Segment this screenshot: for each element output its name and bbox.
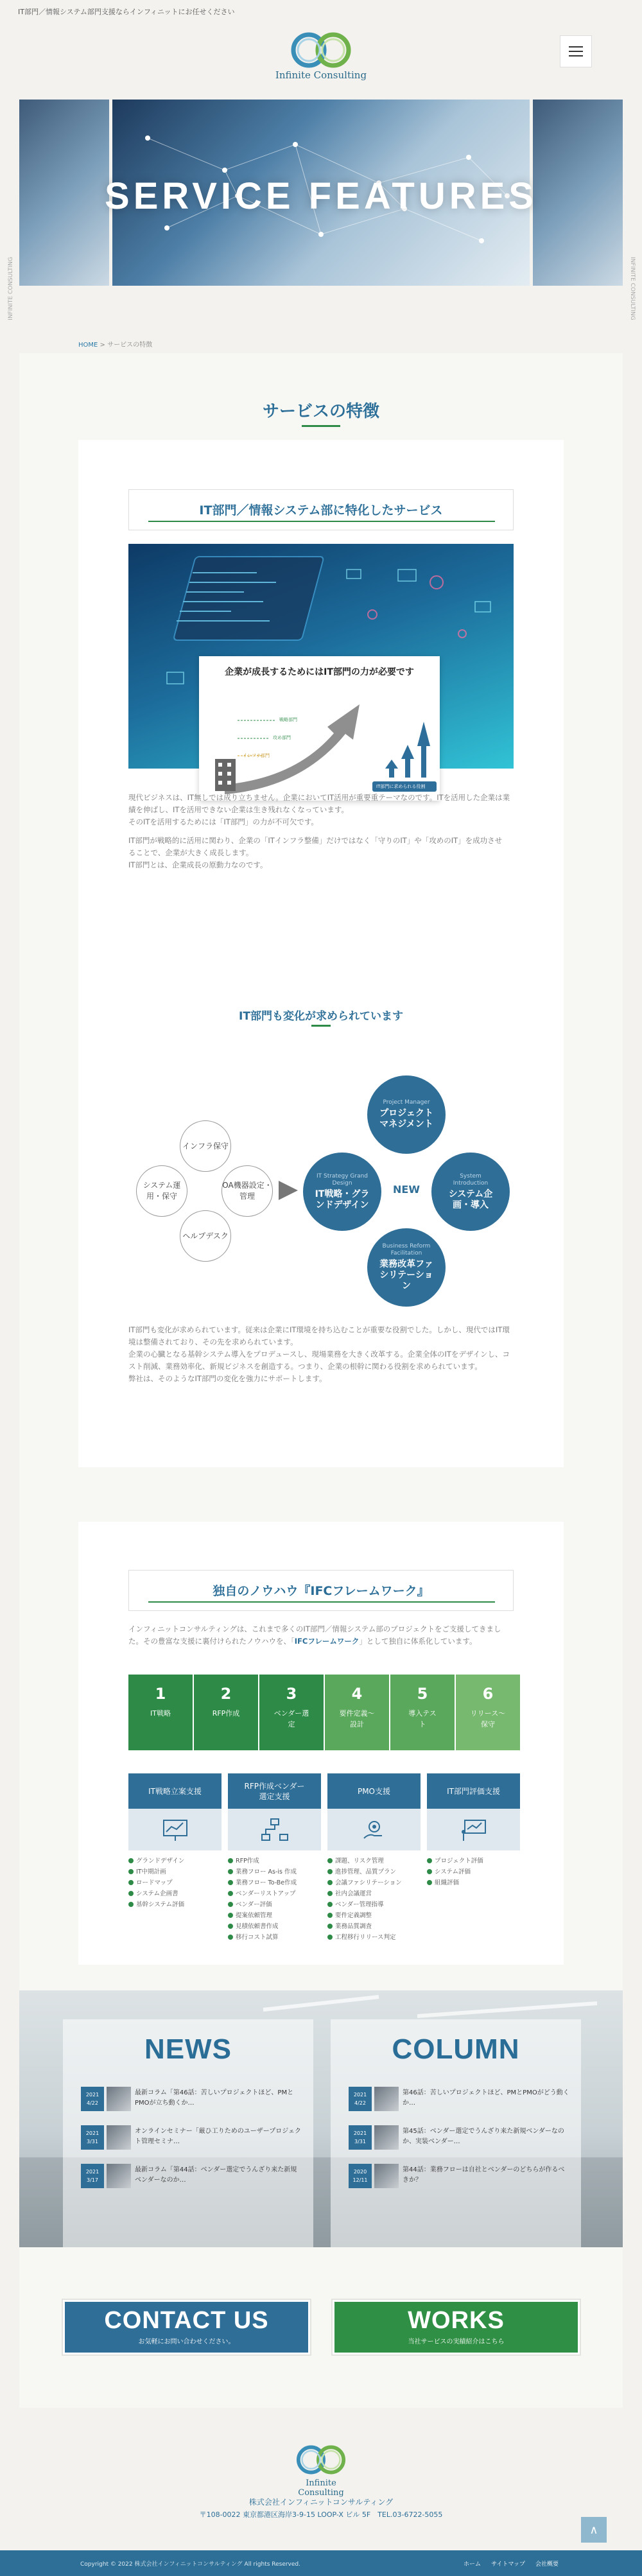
news-panel (63, 2019, 313, 2247)
role-en: System Introduction (453, 1172, 489, 1187)
footer-links (464, 2559, 559, 2568)
list-item: RFP作成 (228, 1856, 321, 1867)
ifc-step (194, 1675, 258, 1750)
news-item[interactable] (81, 2087, 302, 2116)
illustration-title: 企業が成長するためにはIT部門の力が必要です (225, 667, 414, 677)
page-top-button[interactable]: ∧ (581, 2517, 607, 2543)
growth-chart-card (199, 656, 440, 801)
works-button[interactable] (333, 2300, 580, 2354)
role-jp: 業務改革ファシリテーション (379, 1259, 433, 1291)
column-title: PMO支援 (327, 1773, 421, 1809)
list-item: ロードマップ (128, 1877, 221, 1888)
block1-title: IT部門／情報システム部に特化したサービス (199, 503, 443, 518)
ifc-step (325, 1675, 389, 1750)
column-list (128, 1856, 221, 1910)
hamburger-menu-button[interactable] (560, 35, 592, 67)
hero-banner (19, 100, 623, 286)
column-title: IT戦略立案支援 (128, 1773, 221, 1809)
block1-paragraph-2 (128, 835, 514, 871)
step-label: 導入テスト (408, 1709, 437, 1728)
step-number: 6 (482, 1685, 494, 1703)
old-role-system: システム運用・保守 (136, 1165, 187, 1217)
step-label: リリース〜保守 (470, 1709, 506, 1728)
step-label: ベンダー選定 (273, 1709, 309, 1728)
service-column-rfp (228, 1773, 321, 1940)
service-column-strategy (128, 1773, 221, 1940)
list-item: システム評価 (427, 1867, 520, 1877)
column-text: 第44話：業務フローは自社とベンダーのどちらが作るべきか？ (403, 2166, 565, 2184)
news-text: 最新コラム「第44話：ベンダー選定でうんざり来た新規ベンダーなのか… (135, 2166, 297, 2184)
step-label: RFP作成 (212, 1709, 240, 1718)
copyright: Copyright © 2022 株式会社インフィニットコンサルティング All rights Reserved. (80, 2561, 300, 2568)
it-department-illustration (128, 544, 514, 789)
gear-hand-icon (327, 1809, 421, 1850)
illustration-label-offense: 攻め部門 (273, 735, 291, 740)
growth-arrow-icon (199, 656, 440, 801)
breadcrumb-separator: > (100, 342, 105, 349)
hero-title: SERVICE FEATURES (105, 175, 537, 217)
illustration-label-role: IT部門に求められる役割 (376, 784, 426, 789)
title-underline (302, 425, 340, 427)
role-en: IT Strategy Grand Design (316, 1172, 369, 1187)
list-item: グランドデザイン (128, 1856, 221, 1867)
column-title: IT部門評価支援 (427, 1773, 520, 1809)
block1-paragraph-1 (128, 792, 514, 828)
ifc-step (128, 1675, 193, 1750)
old-role-infra: インフラ保守 (180, 1120, 231, 1172)
role-change-diagram (128, 1069, 514, 1307)
news-column-area (19, 1990, 623, 2247)
block2-paragraph (128, 1324, 514, 1385)
side-label-left: INFINITE CONSULTING (8, 257, 14, 320)
old-role-oa: OA機器設定・管理 (221, 1165, 273, 1217)
new-role-reform (367, 1228, 446, 1307)
list-item: 業務フロー To-Be作成 (228, 1877, 321, 1888)
list-item: 進捗管理、品質プラン (327, 1867, 421, 1877)
para-line: 弊社は、そのようなIT部門の変化を強力にサポートします。 (128, 1374, 327, 1383)
para-highlight: IFCフレームワーク (294, 1637, 360, 1646)
para-line: 績を伸ばし、ITを活用できない企業は生き残れなくなっています。 (128, 805, 349, 814)
ifc-service-columns (128, 1773, 520, 1940)
new-role-strategy (303, 1153, 381, 1231)
infinity-logo-icon (286, 32, 356, 68)
list-item: 見積依頼書作成 (228, 1921, 321, 1932)
step-label: IT戦略 (150, 1709, 171, 1718)
para-line: 現代ビジネスは、IT無しでは成り立ちません。企業においてIT活用が重要重テーマなのです。ITを活用した企業は業 (128, 793, 510, 802)
title-underline (148, 521, 495, 522)
role-en: Business Reform Facilitation (382, 1243, 431, 1257)
list-item: 会議ファシリテーション (327, 1877, 421, 1888)
step-label: 要件定義〜設計 (339, 1709, 375, 1728)
header (0, 0, 642, 22)
ifc-step (390, 1675, 455, 1750)
para-line: IT部門とは、企業成長の原動力なのです。 (128, 860, 268, 869)
para-text: た。その豊富な支援に裏付けられたノウハウを、「 (128, 1637, 295, 1646)
step-number: 5 (417, 1685, 428, 1703)
news-date: 2021 3/31 (81, 2125, 104, 2150)
list-item: 提案依頼管理 (228, 1910, 321, 1921)
ifc-title: 独自のノウハウ『IFCフレームワーク』 (213, 1584, 429, 1598)
list-item: 移行コスト試算 (228, 1932, 321, 1943)
list-item: システム企画書 (128, 1888, 221, 1899)
new-label: NEW (393, 1183, 420, 1196)
site-logo[interactable] (270, 32, 372, 90)
para-line: IT部門が戦略的に活用に関わり、企業の「ITインフラ整備」だけではなく「守りのIT」や「攻めのIT」を成功させ (128, 836, 503, 845)
news-item[interactable] (81, 2125, 302, 2154)
breadcrumb-current: サービスの特徴 (107, 342, 153, 349)
ifc-paragraph (128, 1623, 514, 1648)
list-item: 業務フロー As-is 作成 (228, 1867, 321, 1877)
news-date: 2021 4/22 (81, 2087, 104, 2111)
menu-line-icon (569, 55, 583, 57)
list-item: 基幹システム評価 (128, 1899, 221, 1910)
header-tagline: IT部門／情報システム部門支援ならインフィニットにお任せください (18, 8, 235, 16)
title-underline (148, 1601, 495, 1603)
column-date: 2020 12/11 (349, 2164, 372, 2188)
list-item: 社内会議運営 (327, 1888, 421, 1899)
ifc-title-box (128, 1570, 514, 1611)
block2-title: IT部門も変化が求められています (239, 1010, 403, 1023)
role-jp: システム企画・導入 (448, 1188, 493, 1210)
column-date: 2021 4/22 (349, 2087, 372, 2111)
ifc-steps (128, 1675, 520, 1750)
works-sub: 当社サービスの実績紹介はこちら (408, 2338, 505, 2345)
news-text: オンラインセミナー「厳ひ工りためのユーザープロジェクト管理セミナ… (135, 2128, 301, 2145)
service-column-evaluation (427, 1773, 520, 1940)
list-item: 課題、リスク管理 (327, 1856, 421, 1867)
ifc-step (456, 1675, 520, 1750)
footer-bar (0, 2550, 642, 2576)
column-list (327, 1856, 421, 1943)
column-item[interactable] (349, 2087, 570, 2116)
list-item: ベンダーリストアップ (228, 1888, 321, 1899)
column-thumbnail (374, 2164, 399, 2188)
news-item[interactable] (81, 2164, 302, 2193)
page-title: サービスの特徴 (262, 402, 379, 421)
column-panel (331, 2019, 581, 2247)
list-item: ベンダー管理指導 (327, 1899, 421, 1910)
para-line: そのITを活用するためには「IT部門」の力が不可欠です。 (128, 817, 318, 826)
step-number: 2 (220, 1685, 232, 1703)
column-title: RFP作成ベンダー選定支援 (228, 1773, 321, 1809)
board-presentation-icon (427, 1809, 520, 1850)
para-text: 」として独自に体系化しています。 (359, 1637, 477, 1646)
menu-line-icon (569, 46, 583, 48)
new-role-system (431, 1153, 510, 1231)
column-item[interactable] (349, 2164, 570, 2193)
ifc-step (259, 1675, 324, 1750)
column-thumbnail (374, 2125, 399, 2150)
contact-us-label: CONTACT US (104, 2307, 269, 2334)
title-underline (311, 1025, 331, 1027)
step-number: 4 (351, 1685, 363, 1703)
news-text: 最新コラム「第46話：苦しいプロジェクトほど、PMとPMOが立ち動くか… (135, 2089, 294, 2107)
service-column-pmo (327, 1773, 421, 1940)
illustration-label-strategy: 戦略部門 (279, 717, 297, 722)
flowchart-icon (228, 1809, 321, 1850)
para-line: ることで、企業が大きく成長します。 (128, 848, 254, 857)
para-line: インフィニットコンサルティングは、これまで多くのIT部門／情報システム部のプロジェクトをご支援してきまし (128, 1624, 501, 1633)
infinity-logo-icon (292, 2445, 350, 2475)
news-thumbnail (107, 2164, 131, 2188)
step-number: 3 (286, 1685, 297, 1703)
list-item: プロジェクト評価 (427, 1856, 520, 1867)
list-item: 組織評価 (427, 1877, 520, 1888)
footer-logo-text: Infinite Consulting (298, 2478, 344, 2498)
list-item: 工程移行リリース判定 (327, 1932, 421, 1943)
list-item: 業務品質調査 (327, 1921, 421, 1932)
column-title: COLUMN (392, 2033, 520, 2065)
arrow-right-icon (277, 1179, 299, 1201)
news-thumbnail (107, 2087, 131, 2111)
works-label: WORKS (408, 2307, 505, 2334)
new-role-pm (367, 1075, 446, 1154)
illustration-label-infra: インフラ部門 (243, 753, 270, 758)
list-item: IT中期計画 (128, 1867, 221, 1877)
footer-link-sitemap[interactable]: サイトマップ (490, 2561, 525, 2568)
chart-presentation-icon (128, 1809, 221, 1850)
para-line: 企業の心臓となる基幹システム導入をプロデュースし、現場業務を大きく改革する。企業全体のITをデザインし、コ (128, 1350, 510, 1359)
column-text: 第45話：ベンダー選定でうんざり来た新規ベンダーなのか、実装ベンダー… (403, 2128, 564, 2145)
para-line: 境は整備されており、その先を求められています。 (128, 1337, 298, 1346)
role-en: Project Manager (383, 1099, 430, 1106)
logo-text: Infinite Consulting (275, 69, 367, 81)
column-list (228, 1856, 321, 1943)
block1-title-box (128, 489, 514, 530)
footer-link-home[interactable]: ホーム (463, 2561, 481, 2568)
news-thumbnail (107, 2125, 131, 2150)
news-title: NEWS (144, 2033, 232, 2065)
list-item: 要件定義調整 (327, 1910, 421, 1921)
column-date: 2021 3/31 (349, 2125, 372, 2150)
column-thumbnail (374, 2087, 399, 2111)
side-label-right: INFINITE CONSULTING (629, 257, 636, 320)
column-list (427, 1856, 520, 1888)
column-text: 第46話：苦しいプロジェクトほど、PMとPMOがどう動くか… (403, 2089, 569, 2107)
step-number: 1 (155, 1685, 166, 1703)
footer-address: 〒108-0022 東京都港区海岸3-9-15 LOOP-X ビル 5F TEL.03-6722-5055 (199, 2511, 443, 2519)
para-line: スト削減、業務効率化、新規ビジネスを創造する。つまり、企業の根幹に関わる役割を求められています。 (128, 1362, 482, 1371)
footer-logo[interactable] (282, 2445, 360, 2498)
role-jp: IT戦略・グランドデザイン (315, 1188, 370, 1210)
contact-us-sub: お気軽にお問い合わせください。 (138, 2338, 235, 2345)
footer-company-name: 株式会社インフィニットコンサルティング (248, 2498, 394, 2507)
old-role-help: ヘルプデスク (180, 1210, 231, 1262)
menu-line-icon (569, 51, 583, 52)
breadcrumb (78, 339, 152, 349)
contact-us-button[interactable] (63, 2300, 310, 2354)
list-item: ベンダー評価 (228, 1899, 321, 1910)
para-line: IT部門も変化が求められています。従来は企業にIT環境を持ち込むことが重要な役割でした。しかし、現代ではIT環 (128, 1325, 510, 1334)
footer-link-company[interactable]: 会社概要 (535, 2561, 559, 2568)
column-item[interactable] (349, 2125, 570, 2154)
role-jp: プロジェクトマネジメント (379, 1108, 433, 1129)
breadcrumb-home-link[interactable]: HOME (78, 342, 98, 349)
news-date: 2021 3/17 (81, 2164, 104, 2188)
para-line (128, 1635, 514, 1648)
